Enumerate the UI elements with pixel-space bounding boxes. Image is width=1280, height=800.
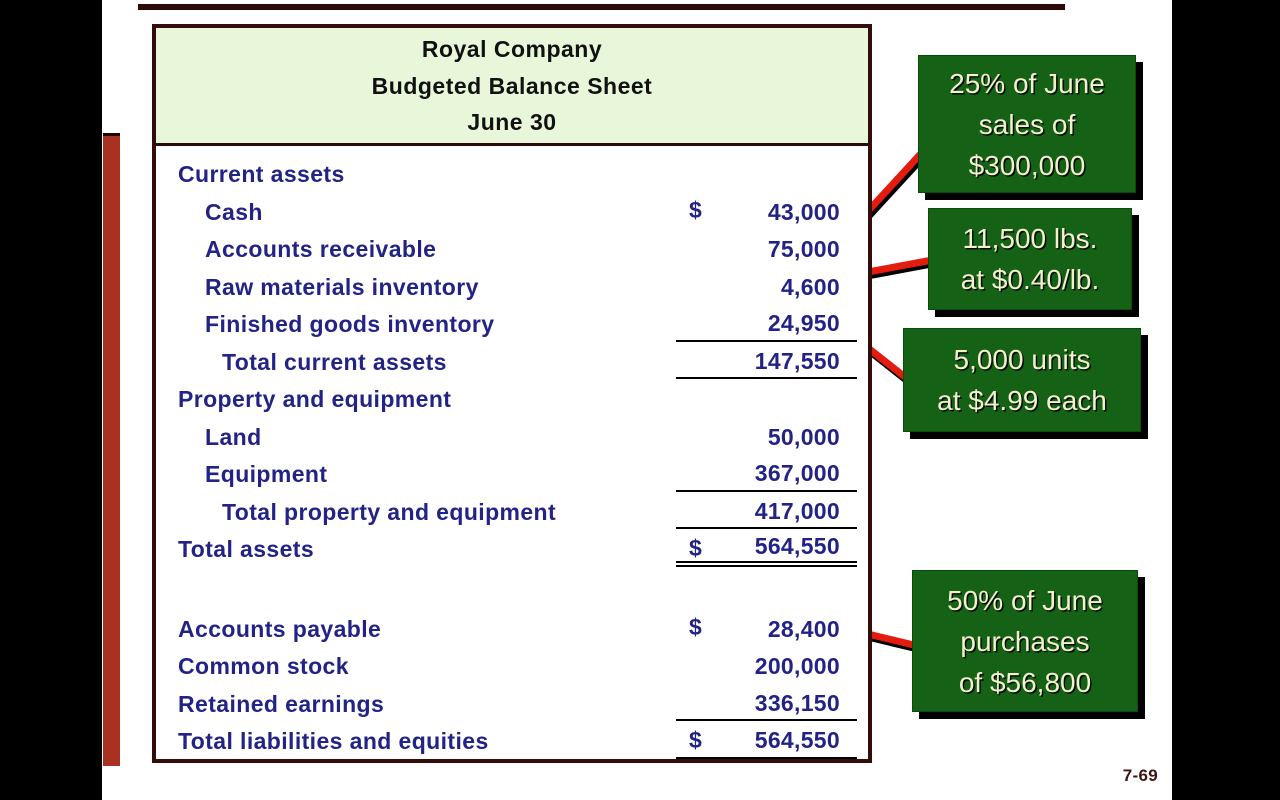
callout-line: sales of: [978, 108, 1076, 140]
balance-sheet-header: [156, 28, 868, 146]
row-label: Property and equipment: [178, 386, 452, 413]
row-amount: 24,950: [767, 310, 840, 337]
callout-line: 50% of June: [947, 584, 1103, 616]
row-amount-cell: [676, 233, 857, 267]
balance-sheet-row: [156, 648, 868, 686]
balance-sheet-row: [156, 686, 868, 724]
row-amount: 75,000: [767, 236, 840, 263]
row-amount-cell: [676, 495, 857, 529]
balance-sheet-row: [156, 456, 868, 494]
balance-sheet-row: [156, 611, 868, 649]
balance-sheet-table: [152, 24, 872, 763]
row-label: Retained earnings: [178, 690, 385, 717]
row-label: Total liabilities and equities: [178, 728, 489, 755]
row-amount: 417,000: [754, 497, 840, 524]
balance-sheet-row: [156, 269, 868, 307]
row-amount: 28,400: [767, 615, 840, 642]
letterbox-left: [0, 0, 102, 800]
row-amount-cell: [676, 345, 857, 379]
row-label: Accounts receivable: [205, 236, 437, 263]
row-amount-cell: [676, 158, 857, 192]
balance-sheet-row: [156, 306, 868, 344]
row-label: Total assets: [178, 536, 315, 563]
row-label: Total current assets: [222, 348, 447, 375]
row-amount: 367,000: [754, 460, 840, 487]
callout-line: 5,000 units: [953, 344, 1091, 375]
row-amount: 43,000: [767, 198, 840, 225]
currency-symbol: $: [689, 534, 702, 561]
balance-sheet-row: [156, 156, 868, 194]
row-amount-cell: [676, 420, 857, 454]
row-amount: 147,550: [754, 347, 840, 374]
statement-date: June 30: [467, 109, 557, 135]
balance-sheet-row: [156, 381, 868, 419]
row-amount-cell: [676, 458, 857, 492]
row-amount: 564,550: [754, 533, 840, 560]
row-amount-cell: [676, 195, 857, 229]
row-amount-cell: [676, 725, 857, 759]
spacer-row: [156, 569, 868, 611]
currency-symbol: $: [689, 614, 702, 641]
row-label: Finished goods inventory: [205, 311, 495, 338]
row-amount: 336,150: [754, 689, 840, 716]
top-rule-decoration: [138, 4, 1065, 10]
callout-box-finished-goods: [903, 328, 1141, 432]
callout-box-accounts-receivable: [918, 55, 1136, 193]
letterbox-right: [1172, 0, 1280, 800]
balance-sheet-body: [156, 146, 868, 761]
row-label: Cash: [205, 198, 263, 225]
currency-symbol: $: [689, 726, 702, 753]
balance-sheet-row: [156, 531, 868, 569]
balance-sheet-row: [156, 494, 868, 532]
balance-sheet-row: [156, 231, 868, 269]
row-amount: 564,550: [754, 727, 840, 754]
callout-line: 11,500 lbs.: [962, 223, 1098, 254]
row-amount: 200,000: [754, 653, 840, 680]
row-label: Current assets: [178, 161, 345, 188]
row-label: Land: [205, 423, 262, 450]
row-amount-cell: [676, 533, 857, 567]
slide-page-number: 7-69: [1122, 766, 1158, 785]
row-label: Total property and equipment: [222, 498, 557, 525]
balance-sheet-row: [156, 194, 868, 232]
row-label: Equipment: [205, 461, 328, 488]
row-label: Common stock: [178, 653, 349, 680]
row-amount: 50,000: [767, 423, 840, 450]
statement-title: Budgeted Balance Sheet: [371, 72, 653, 99]
callout-line: purchases: [960, 625, 1090, 657]
currency-symbol: $: [689, 197, 702, 224]
callout-line: at $4.99 each: [937, 385, 1107, 416]
callout-box-raw-materials: [928, 208, 1132, 310]
company-name: Royal Company: [421, 36, 603, 62]
row-amount-cell: [676, 612, 857, 646]
callout-line: at $0.40/lb.: [960, 264, 1100, 295]
row-amount-cell: [676, 383, 857, 417]
balance-sheet-row: [156, 344, 868, 382]
callout-line: $300,000: [968, 149, 1086, 181]
row-amount-cell: [676, 270, 857, 304]
row-amount-cell: [676, 650, 857, 684]
row-amount-cell: [676, 308, 857, 342]
row-label: Raw materials inventory: [205, 273, 479, 300]
balance-sheet-row: [156, 723, 868, 761]
row-amount-cell: [676, 687, 857, 721]
callout-line: of $56,800: [958, 666, 1092, 698]
balance-sheet-row: [156, 419, 868, 457]
red-accent-bar: [103, 133, 120, 766]
row-amount: 4,600: [780, 273, 840, 300]
callout-line: 25% of June: [949, 67, 1105, 99]
callout-box-accounts-payable: [912, 570, 1138, 712]
row-label: Accounts payable: [178, 615, 382, 642]
